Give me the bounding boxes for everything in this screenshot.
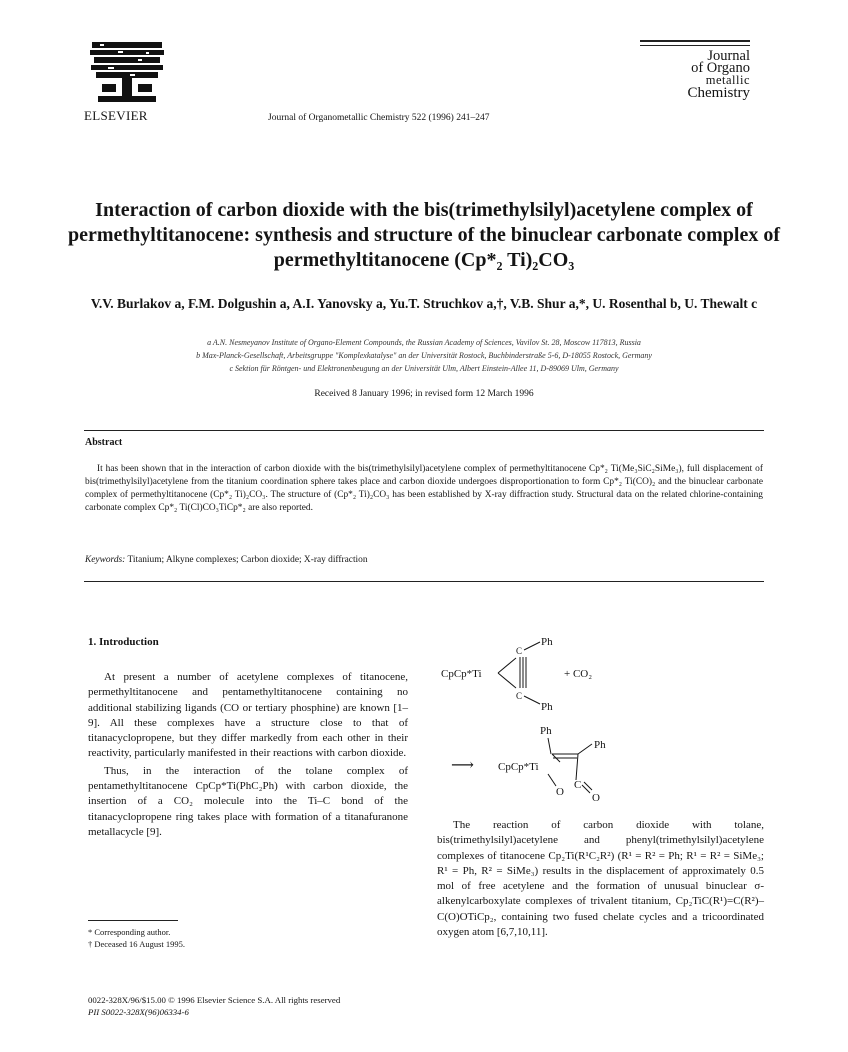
bond [578,744,592,754]
journal-logo-line: metallic [705,73,750,87]
copyright-line [88,994,340,1018]
phenyl-label: Ph [594,739,606,751]
affiliations [60,336,788,375]
affiliation-b: b Max-Planck-Gesellschaft, Arbeitsgruppe "Komplexkatalyse" an der Universität Rostock, Buchbinderstraße 5-6, D-18055 Rostock, Germany [196,351,652,360]
paragraph: The reaction of carbon dioxide with tolane, bis(trimethylsilyl)acetylene and phenyl(trimethylsilyl)acetylene complexes of titanocene Cp₂Ti(R¹C₂R²) (R¹ = R² = Ph; R¹ = R² = SiMe₃; R¹ = Ph, R² = SiMe₃) results in the displacement of approximately 0.5 mol of free acetylene and the formation of unusual binuclear σ-alkenylcarboxylate complexes of trivalent titanium, Cp₂TiC(R¹)=C(R²)–C(O)OTiCp₂, containing two fused chelate cycles and a tricoordinated oxygen atom [6,7,10,11]. [437,819,764,939]
phenyl-label: Ph [540,725,552,737]
bond [548,774,556,786]
received-dates: Received 8 January 1996; in revised form 12 March 1996 [314,389,534,399]
journal-reference: Journal of Organometallic Chemistry 522 (1996) 241–247 [268,113,490,123]
reaction-scheme [436,630,766,820]
footnotes [88,926,185,950]
carbon-label: C [516,646,523,656]
carbon-label: C [516,691,523,701]
abstract-heading: Abstract [85,437,123,448]
elsevier-tree-logo [88,40,166,106]
bond [524,642,540,650]
keywords-text: Titanium; Alkyne complexes; Carbon dioxide; X-ray diffraction [127,555,368,565]
plus-co2: + CO₂ [564,668,593,680]
footnote-divider [88,920,178,921]
divider [84,430,764,431]
abstract-text: It has been shown that in the interaction of carbon dioxide with the bis(trimethylsilyl)acetylene complex of permethyltitanocene Cp*₂ Ti(Me₃SiC₂SiMe₃), full displacement of bis(trimethylsilyl)acetylene from the titanium coordination sphere takes place and carbon dioxide undergoes disproportionation to form Cp*₂ Ti(CO)₂ and the binuclear carbonate complex of permethyltitanocene (Cp*₂ Ti)₂CO₃. The structure of (Cp*₂ Ti)₂CO₃ has been established by X-ray diffraction study. Structural data on the related chlorine-containing carbonate complex Cp*₂ Ti(Cl)CO₃TiCp*₂ are also reported. [85,464,763,513]
publisher-name: ELSEVIER [84,108,148,123]
bond [548,738,551,754]
product-label: CpCp*Ti [498,761,539,773]
paragraph: Thus, in the interaction of the tolane complex of pentamethyltitanocene CpCp*Ti(PhC₂Ph) with carbon dioxide, the insertion of a CO₂ molecule into the Ti–C bond of the titanacyclopropene ring takes place with formation of a titanafuranone metallacycle [9]. [88,764,408,838]
section-heading: 1. Introduction [88,636,159,648]
phenyl-label: Ph [541,701,553,713]
journal-logo-line: Journal [707,48,750,64]
journal-logo-line: Chemistry [687,85,750,101]
author-list: V.V. Burlakov a, F.M. Dolgushin a, A.I. Yanovsky a, Yu.T. Struchkov a,†, V.B. Shur a,*, U. Rosenthal b, U. Thewalt c [90,296,758,311]
phenyl-label: Ph [541,636,553,648]
keywords [85,555,763,565]
keywords-label: Keywords: [85,555,126,565]
copyright-text: 0022-328X/96/$15.00 © 1996 Elsevier Science S.A. All rights reserved [88,995,341,1005]
footnote: * Corresponding author. [88,927,171,937]
divider [84,581,764,582]
pii-text: PII S0022-328X(96)06334-6 [88,1007,189,1017]
paper-title: Interaction of carbon dioxide with the bis(trimethylsilyl)acetylene complex of permethyltitanocene: synthesis and structure of the binuclear carbonate complex of permethyltitanocene (Cp*₂ Ti)₂CO₃ [68,199,780,271]
oxygen-label: O [556,786,564,798]
body-column-right [437,818,764,940]
bond [498,658,516,673]
bond [498,673,516,688]
reactant-label: CpCp*Ti [441,668,482,680]
oxygen-label: O [592,792,600,804]
affiliation-a: a A.N. Nesmeyanov Institute of Organo-Element Compounds, the Russian Academy of Sciences, Vavilov St. 28, Moscow 117813, Russia [207,338,641,347]
body-column-left [88,670,408,840]
bond [524,696,540,704]
reaction-arrow: ⟶ [451,757,474,774]
journal-logo [640,40,750,101]
carbon-label: C [574,779,582,791]
affiliation-c: c Sektion für Röntgen- und Elektronenbeugung an der Universität Ulm, Albert Einstein-Allee 11, D-89069 Ulm, Germany [229,364,619,373]
footnote: † Deceased 16 August 1995. [88,939,186,949]
paragraph: At present a number of acetylene complexes of titanocene, permethyltitanocene and pentamethyltitanocene containing no additional stabilizing ligands (CO or tertiary phosphine) are known [1–9]. All these complexes have a structure close to that of titanacyclopropene, but they differ markedly from each other in their reactivity, particularly manifested in their reactions with carbon dioxide. [88,671,408,760]
journal-logo-line: of Organo [691,60,750,76]
